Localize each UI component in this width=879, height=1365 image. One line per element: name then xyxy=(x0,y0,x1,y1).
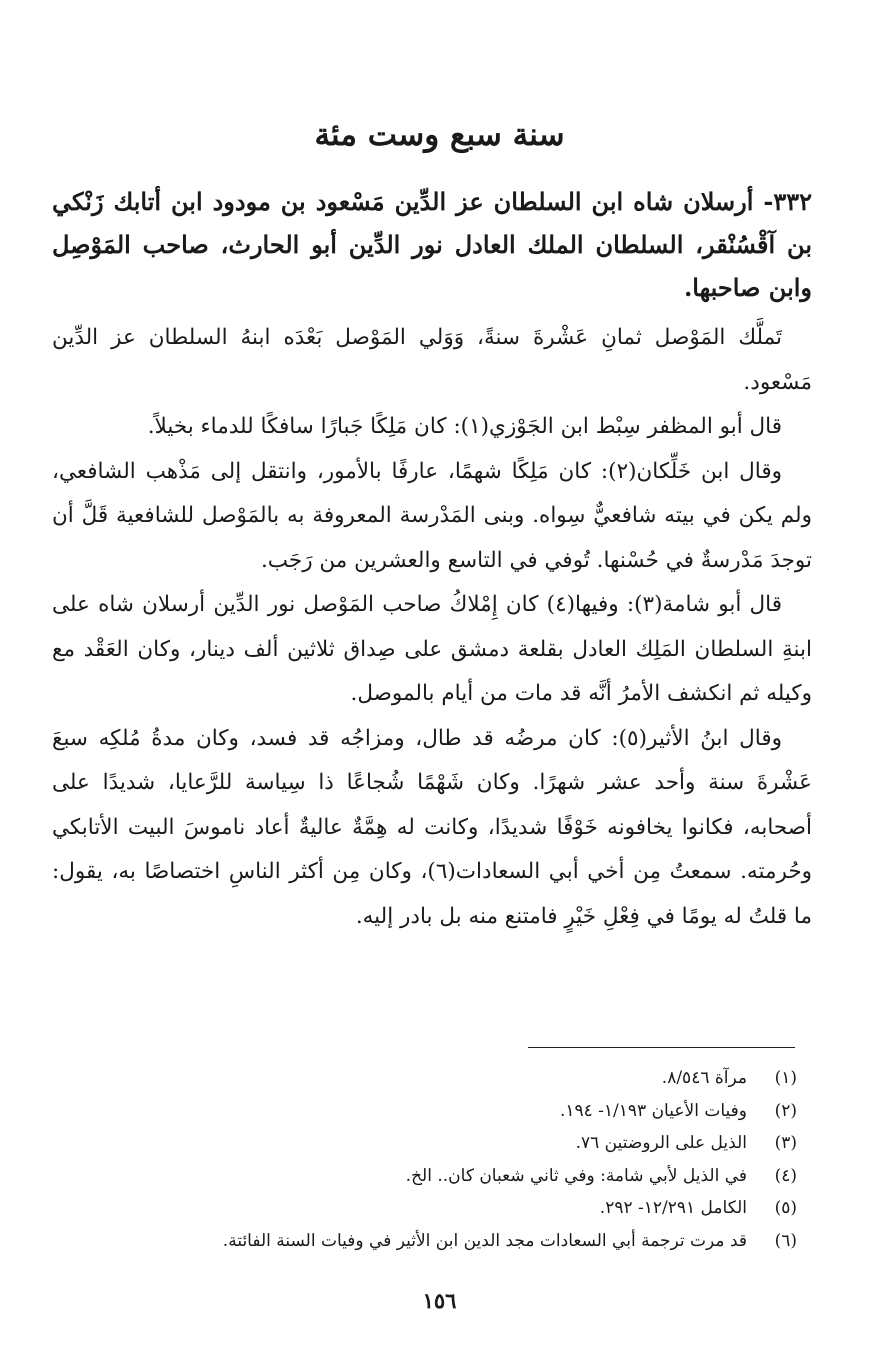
footnote-item xyxy=(52,1160,797,1193)
footnote-number: (٣) xyxy=(774,1133,797,1153)
footnote-text: وفيات الأعيان ١/١٩٣- ١٩٤. xyxy=(559,1100,747,1121)
footnote-text: قد مرت ترجمة أبي السعادات مجد الدين ابن الأثير في وفيات السنة الفائتة. xyxy=(222,1230,747,1251)
footnote-number: (٢) xyxy=(774,1100,797,1121)
footnote-number: (٦) xyxy=(774,1230,797,1251)
biography-body xyxy=(52,316,812,939)
footnote-text: في الذيل لأبي شامة: وفي ثاني شعبان كان.. الخ. xyxy=(405,1165,747,1186)
footnote-text: مرآة ٨/٥٤٦. xyxy=(661,1068,747,1088)
footnote-item xyxy=(52,1062,797,1095)
footnote-item xyxy=(52,1095,797,1128)
page-number: ١٥٦ xyxy=(422,1288,457,1313)
footnote-text: الكامل ١٢/٢٩١- ٢٩٢. xyxy=(599,1198,747,1218)
footnotes-list xyxy=(52,1062,797,1257)
footnote-item xyxy=(52,1192,797,1225)
footnote-text: الذيل على الروضتين ٧٦. xyxy=(575,1133,747,1153)
footnote-item xyxy=(52,1225,797,1258)
paragraph-reign: تَملَّك المَوْصل ثمانِ عَشْرةَ سنةً، وَوَلي المَوْصل بَعْدَه ابنهُ السلطان عز الدِّين مَسْعود. xyxy=(52,325,812,395)
footnote-number: (٤) xyxy=(774,1165,797,1186)
year-heading: سنة سبع وست مئة xyxy=(314,116,565,153)
footnote-item xyxy=(52,1127,797,1160)
paragraph-ibn-khallikan: وقال ابن خَلِّكان(٢): كان مَلِكًا شهمًا، عارفًا بالأمور، وانتقل إلى مَذْهب الشافعي، ولم يكن في بيته شافعيٌّ سِواه. وبنى المَدْرسة المعروفة به بالمَوْصل للشافعية قَلَّ أن توجدَ مَدْرسةٌ في حُسْنها. تُوفي في التاسع والعشرين من رَجَب. xyxy=(52,458,812,573)
paragraph-sibt-ibn-jawzi: قال أبو المظفر سِبْط ابن الجَوْزي(١): كان مَلِكًا جَبارًا سافكًا للدماء بخيلاً. xyxy=(147,414,782,439)
footnote-number: (١) xyxy=(774,1068,797,1088)
paragraph-ibn-athir: وقال ابنُ الأثير(٥): كان مرضُه قد طال، ومزاجُه قد فسد، وكان مدةُ مُلكِه سبعَ عَشْرةَ سنة وأحد عشر شهرًا. وكان شَهْمًا شُجاعًا ذا سِياسة للرَّعايا، شديدًا على أصحابه، فكانوا يخافونه خَوْفًا شديدًا، وكانت له هِمَّةٌ عاليةٌ أعاد ناموسَ البيت الأتابكي وحُرمته. سمعتُ مِن أخي أبي السعادات(٦)، وكان مِن أكثر الناسِ اختصاصًا به، يقول: ما قلتُ له يومًا في فِعْلِ خَيْرٍ فامتنع منه بل بادر إليه. xyxy=(52,725,812,929)
paragraph-abu-shama: قال أبو شامة(٣): وفيها(٤) كان إِمْلاكُ صاحب المَوْصل نور الدِّين أرسلان شاه على ابنةِ السلطان المَلِك العادل بقلعة دمشق على صِداق ثلاثين ألف دينار، وكان العَقْد مع وكيله ثم انكشف الأمرُ أنَّه قد مات من أيام بالموصل. xyxy=(52,592,812,706)
footnote-number: (٥) xyxy=(774,1198,797,1218)
biography-entry-title: ٣٣٢- أرسلان شاه ابن السلطان عز الدِّين مَسْعود بن مودود ابن أتابك زَنْكي بن آقْسُنْقر، السلطان الملك العادل نور الدِّين أبو الحارث، صاحب المَوْصِل وابن صاحبها. xyxy=(52,187,812,302)
footnote-divider xyxy=(528,1047,795,1048)
